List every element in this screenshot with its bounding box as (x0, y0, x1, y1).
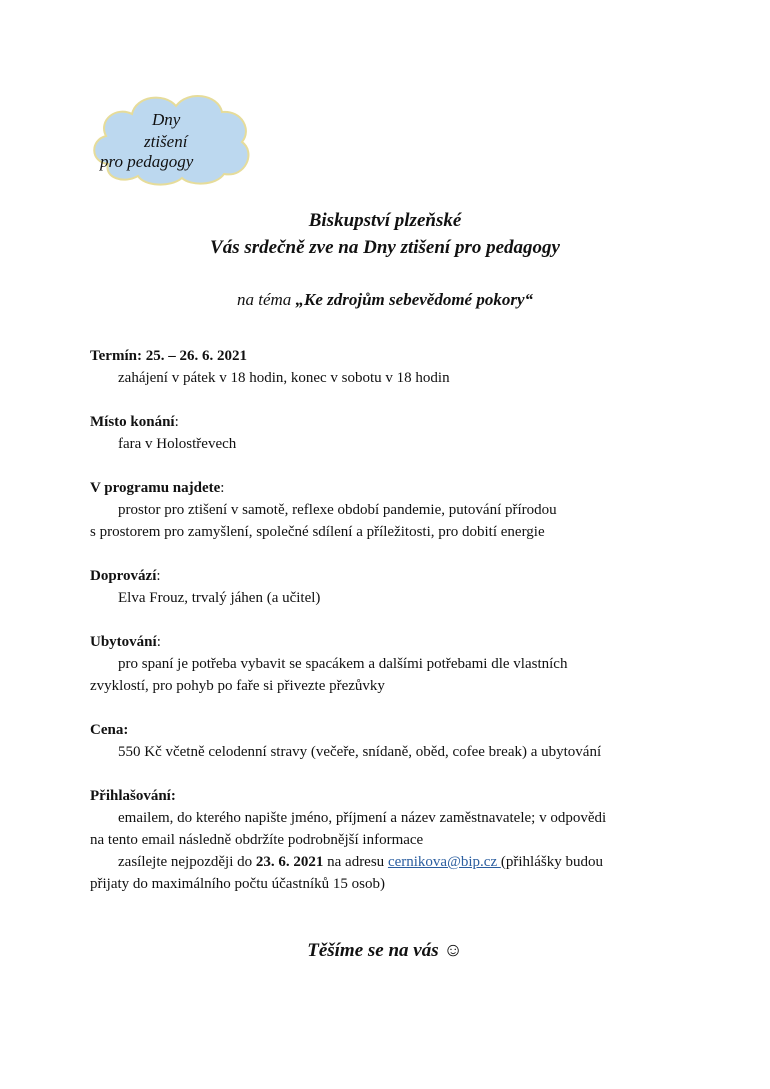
section-heading (90, 477, 690, 499)
doprovazi-colon: : (156, 568, 161, 584)
cena-detail: 550 Kč včetně celodenní stravy (večeře, snídaně, oběd, cofee break) a ubytování (118, 744, 602, 760)
termin-label: Termín (90, 348, 137, 364)
registration-note: (přihlášky budou (500, 854, 603, 870)
program-label: V programu najdete (90, 480, 221, 496)
logo-line-1: Dny (152, 110, 181, 129)
section-doprovazi (90, 565, 690, 609)
prihlasovani-label: Přihlašování: (90, 788, 176, 804)
ubytovani-detail-2: zvyklostí, pro pohyb po faře si přivezte přezůvky (90, 678, 385, 694)
organizer-title: Biskupství plzeňské (308, 210, 462, 231)
theme-subtitle (0, 290, 770, 310)
program-detail-1: prostor pro ztišení v samotě, reflexe období pandemie, putování přírodou (118, 502, 557, 518)
section-prihlasovani (90, 785, 690, 895)
prihlasovani-detail-3 (90, 851, 690, 873)
doprovazi-detail: Elva Frouz, trvalý jáhen (a učitel) (118, 590, 321, 606)
doprovazi-label: Doprovází (90, 568, 157, 584)
section-cena (90, 719, 690, 763)
ubytovani-label: Ubytování (90, 634, 157, 650)
address-prefix: na adresu (323, 854, 388, 870)
section-heading (90, 565, 690, 587)
cloud-logo (86, 86, 256, 186)
program-detail-2: s prostorem pro zamyšlení, společné sdílení a příležitosti, pro dobití energie (90, 524, 545, 540)
section-ubytovani (90, 631, 690, 697)
deadline-date: 23. 6. 2021 (255, 854, 324, 870)
cena-label: Cena: (90, 722, 129, 738)
logo-line-2: ztišení (144, 132, 188, 151)
closing-line: Těšíme se na vás ☺ (307, 940, 463, 961)
section-program (90, 477, 690, 543)
logo-line-3: pro pedagogy (100, 152, 194, 171)
ubytovani-colon: : (156, 634, 161, 650)
misto-label: Místo konání (90, 414, 175, 430)
termin-detail: zahájení v pátek v 18 hodin, konec v sobotu v 18 hodin (118, 370, 450, 386)
section-misto (90, 411, 690, 455)
section-heading (90, 631, 690, 653)
program-colon: : (220, 480, 225, 496)
section-termin (90, 345, 690, 389)
deadline-prefix: zasílejte nejpozději do (118, 854, 256, 870)
misto-detail: fara v Holostřevech (118, 436, 237, 452)
ubytovani-detail-1: pro spaní je potřeba vybavit se spacákem a dalšími potřebami dle vlastních (118, 656, 568, 672)
event-details (90, 345, 690, 917)
theme-name: „Ke zdrojům sebevědomé pokory“ (295, 290, 534, 309)
prihlasovani-detail-2: na tento email následně obdržíte podrobnější informace (90, 832, 424, 848)
prihlasovani-detail-1: emailem, do kterého napište jméno, příjmení a název zaměstnavatele; v odpovědi (118, 810, 607, 826)
section-heading (90, 345, 690, 367)
section-heading (90, 411, 690, 433)
invitation-title: Vás srdečně zve na Dny ztišení pro pedagogy (210, 237, 560, 258)
email-link[interactable]: cernikova@bip.cz (387, 854, 501, 870)
termin-value: : 25. – 26. 6. 2021 (136, 348, 247, 364)
theme-prefix: na téma (236, 290, 296, 309)
misto-colon: : (174, 414, 179, 430)
prihlasovani-detail-4: přijaty do maximálního počtu účastníků 15 osob) (90, 876, 385, 892)
